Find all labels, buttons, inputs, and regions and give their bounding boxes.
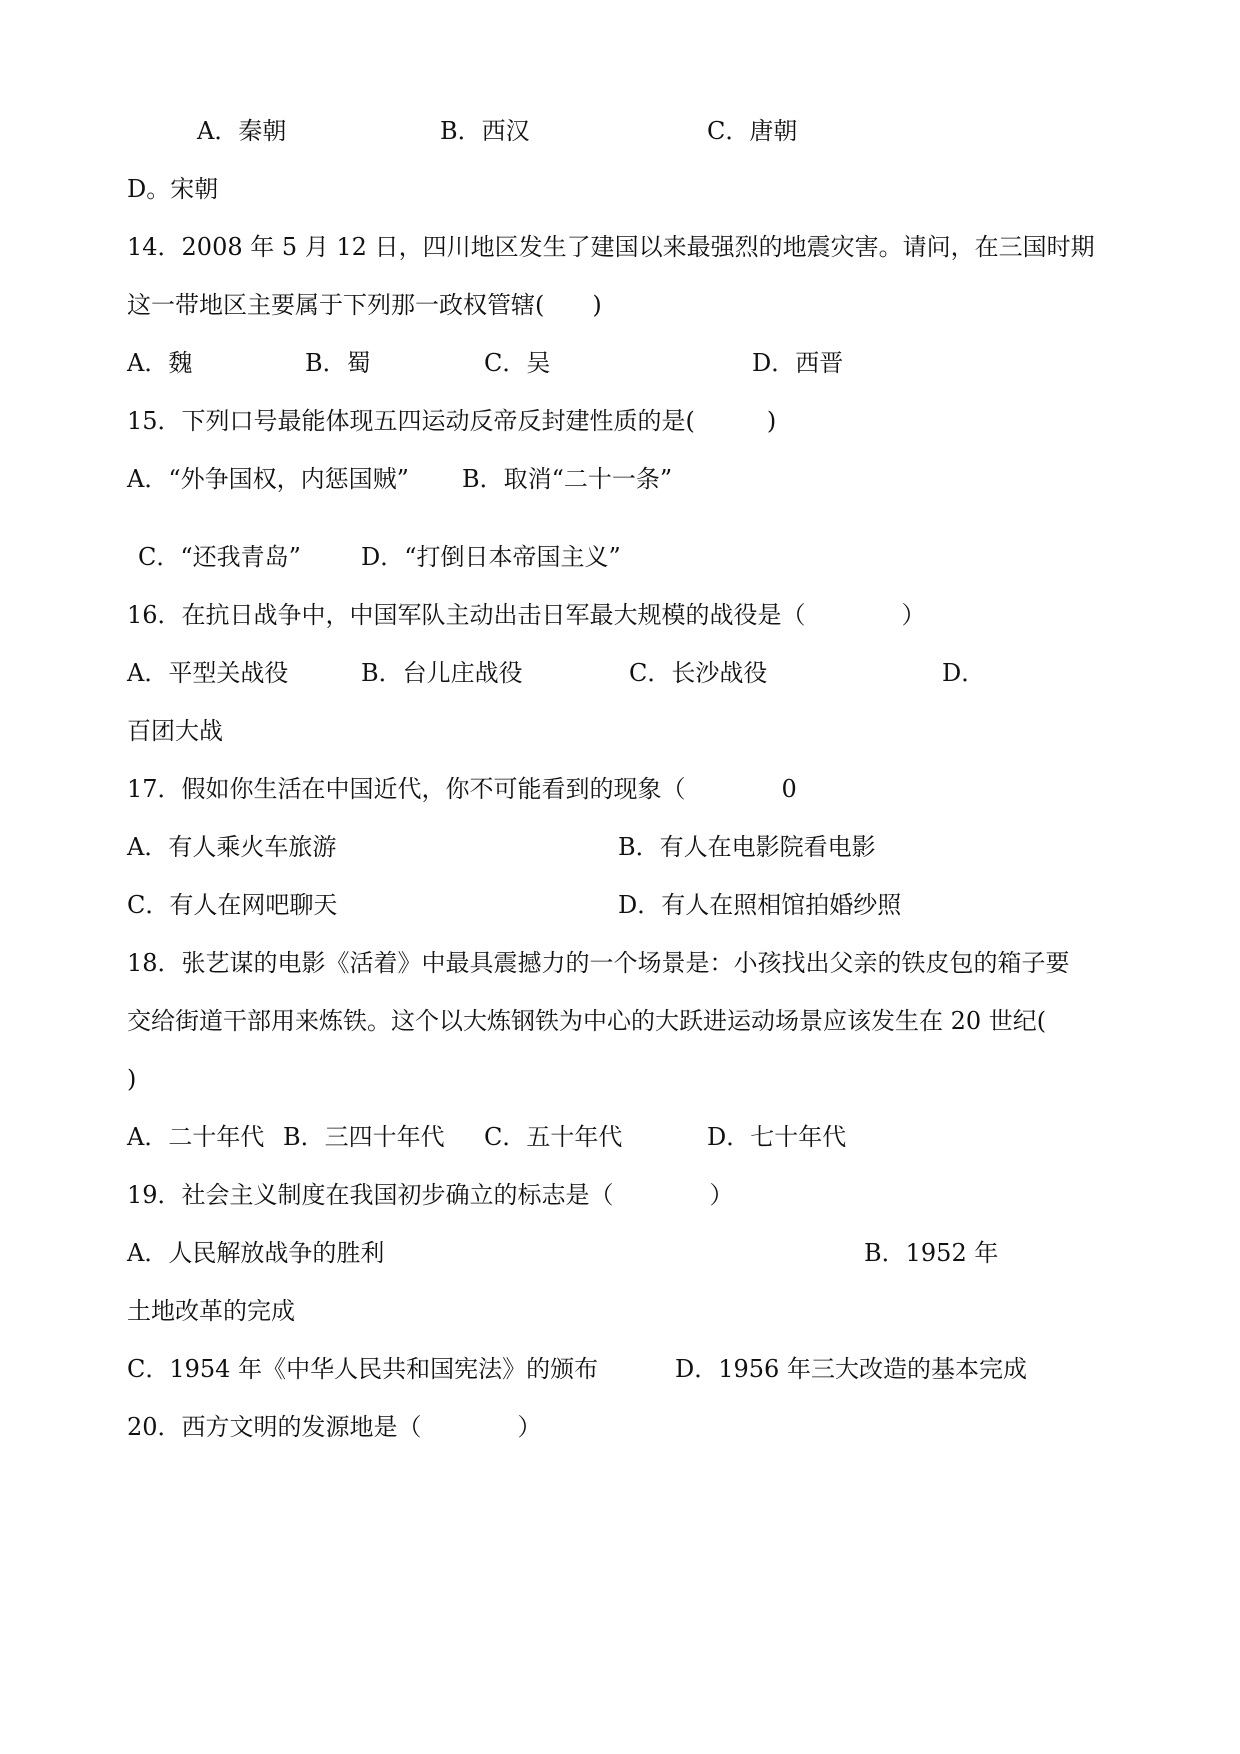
- q15-option-b: B．取消“二十一条”: [462, 465, 673, 493]
- q15-stem: 15．下列口号最能体现五四运动反帝反封建性质的是( ): [127, 407, 777, 435]
- q15-option-c: C．“还我青岛”: [138, 543, 301, 571]
- q18-option-b: B．三四十年代: [283, 1123, 445, 1151]
- q18-stem-line-1: 18．张艺谋的电影《活着》中最具震撼力的一个场景是：小孩找出父亲的铁皮包的箱子要: [127, 949, 1070, 977]
- q18-option-a: A．二十年代: [127, 1123, 265, 1151]
- q16-option-c: C．长沙战役: [629, 659, 768, 687]
- q16-stem: 16．在抗日战争中，中国军队主动出击日军最大规模的战役是（ ）: [127, 601, 926, 629]
- q18-stem-line-2: 交给街道干部用来炼铁。这个以大炼钢铁为中心的大跃进运动场景应该发生在 20 世纪(: [127, 1007, 1047, 1035]
- q19-option-c: C．1954 年《中华人民共和国宪法》的颁布: [127, 1355, 599, 1383]
- q17-option-a: A．有人乘火车旅游: [127, 833, 337, 861]
- q14-stem-line-2: 这一带地区主要属于下列那一政权管辖( ): [127, 291, 602, 319]
- q13-option-b: B．西汉: [440, 117, 530, 145]
- q14-option-d: D．西晋: [752, 349, 844, 377]
- q13-option-d: D。宋朝: [127, 175, 219, 203]
- q17-option-d: D．有人在照相馆拍婚纱照: [618, 891, 902, 919]
- q16-option-b: B．台儿庄战役: [361, 659, 523, 687]
- q14-option-b: B．蜀: [305, 349, 371, 377]
- q18-option-d: D．七十年代: [707, 1123, 847, 1151]
- q13-option-a: A．秦朝: [197, 117, 287, 145]
- q17-option-c: C．有人在网吧聊天: [127, 891, 338, 919]
- q14-stem-line-1: 14．2008 年 5 月 12 日，四川地区发生了建国以来最强烈的地震灾害。请问，在三国时期: [127, 233, 1095, 261]
- q16-option-d-continued: 百团大战: [127, 717, 223, 745]
- q16-option-d: D．: [942, 659, 986, 687]
- q16-option-a: A．平型关战役: [127, 659, 289, 687]
- q20-stem: 20．西方文明的发源地是（ ）: [127, 1413, 542, 1441]
- q19-option-b: B．1952 年: [864, 1239, 999, 1267]
- q17-option-b: B．有人在电影院看电影: [618, 833, 876, 861]
- q19-option-a: A．人民解放战争的胜利: [127, 1239, 385, 1267]
- q18-option-c: C．五十年代: [484, 1123, 623, 1151]
- q19-option-b-continued: 土地改革的完成: [127, 1297, 295, 1325]
- q19-option-d: D．1956 年三大改造的基本完成: [675, 1355, 1027, 1383]
- q17-stem: 17．假如你生活在中国近代，你不可能看到的现象（ 0: [127, 775, 797, 803]
- q14-option-a: A．魏: [127, 349, 193, 377]
- q19-stem: 19．社会主义制度在我国初步确立的标志是（ ）: [127, 1181, 734, 1209]
- q15-option-a: A．“外争国权，内惩国贼”: [127, 465, 409, 493]
- q14-option-c: C．吴: [484, 349, 551, 377]
- q15-option-d: D．“打倒日本帝国主义”: [361, 543, 621, 571]
- q18-stem-line-3: ): [127, 1065, 137, 1093]
- q13-option-c: C．唐朝: [707, 117, 798, 145]
